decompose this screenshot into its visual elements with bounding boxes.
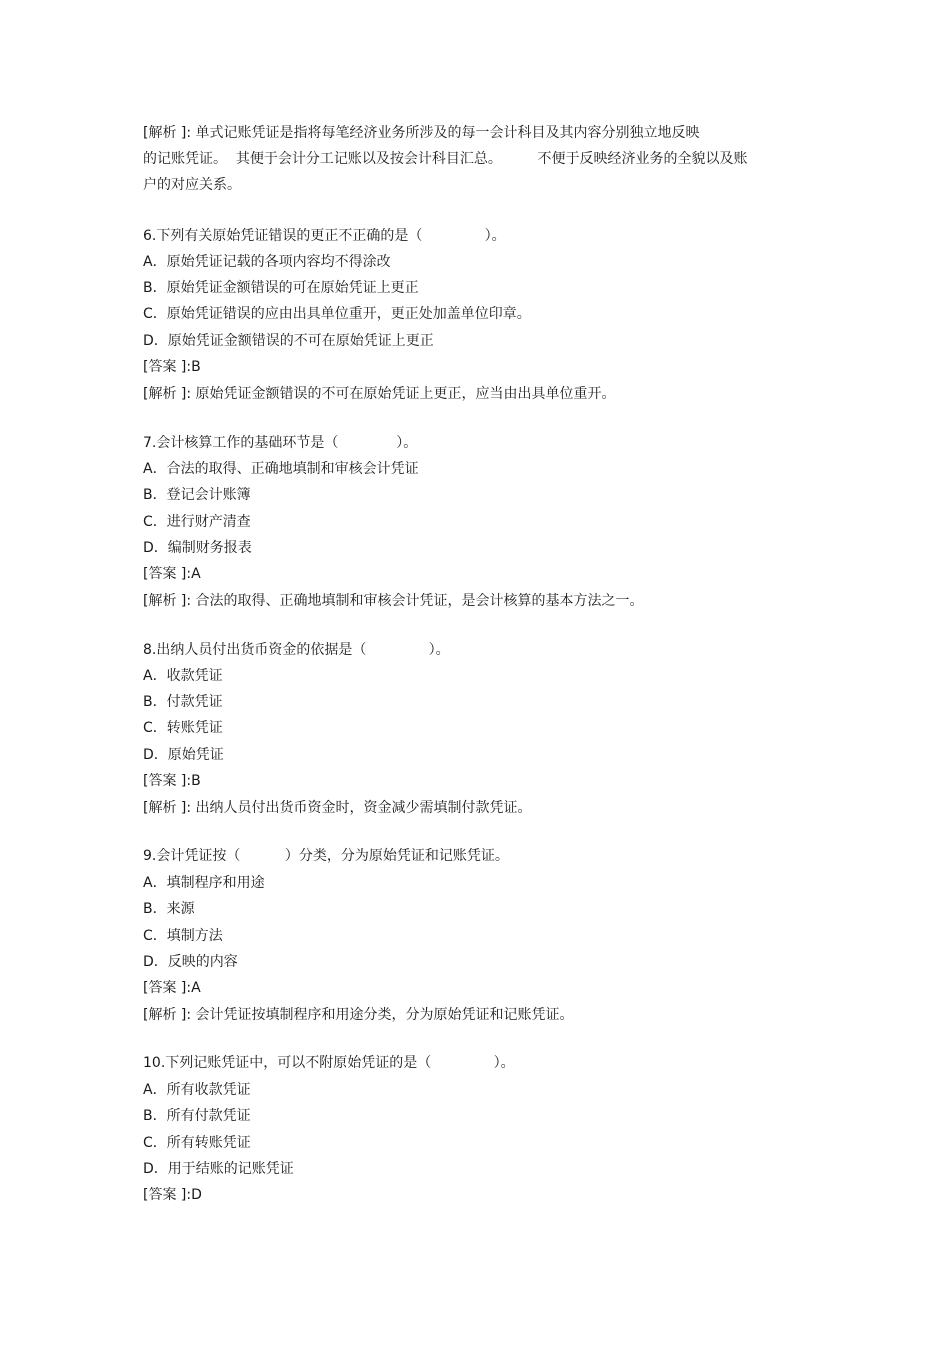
q9-answer: [答案 ]:A [143,980,201,996]
q8-option-b: B．付款凭证 [143,694,223,710]
q9-analysis: [解析 ]: 会计凭证按填制程序和用途分类，分为原始凭证和记账凭证。 [143,1007,574,1023]
q10-option-b: B．所有付款凭证 [143,1108,251,1124]
q8-answer: [答案 ]:B [143,773,201,789]
q6-answer: [答案 ]:B [143,359,201,375]
q6-option-c: C．原始凭证错误的应由出具单位重开，更正处加盖单位印章。 [143,306,531,322]
q8-option-a: A．收款凭证 [143,668,223,684]
q6-option-a: A．原始凭证记载的各项内容均不得涂改 [143,254,391,270]
q10-option-c: C．所有转账凭证 [143,1135,251,1151]
q6-option-b: B．原始凭证金额错误的可在原始凭证上更正 [143,280,419,296]
q10-question: 10.下列记账凭证中，可以不附原始凭证的是（ ）。 [143,1055,515,1071]
q10-option-a: A．所有收款凭证 [143,1082,251,1098]
q9-question: 9.会计凭证按（ ）分类，分为原始凭证和记账凭证。 [143,848,509,864]
q7-option-a: A．合法的取得、正确地填制和审核会计凭证 [143,461,419,477]
q6-option-d: D．原始凭证金额错误的不可在原始凭证上更正 [143,333,434,349]
q8-question: 8.出纳人员付出货币资金的依据是（ ）。 [143,642,450,658]
q6-analysis: [解析 ]: 原始凭证金额错误的不可在原始凭证上更正，应当由出具单位重开。 [143,386,616,402]
q7-option-c: C．进行财产清查 [143,514,251,530]
q8-option-c: C．转账凭证 [143,720,223,736]
intro-line-2: 的记账凭证。 其便于会计分工记账以及按会计科目汇总。 不便于反映经济业务的全貌以及账 [143,151,748,167]
q6-question: 6.下列有关原始凭证错误的更正不正确的是（ ）。 [143,228,506,244]
q7-answer: [答案 ]:A [143,566,201,582]
intro-line-3: 户的对应关系。 [143,177,241,193]
q7-analysis: [解析 ]: 合法的取得、正确地填制和审核会计凭证，是会计核算的基本方法之一。 [143,593,644,609]
q7-option-b: B．登记会计账簿 [143,487,251,503]
q9-option-d: D．反映的内容 [143,954,238,970]
q9-option-c: C．填制方法 [143,928,223,944]
q8-analysis: [解析 ]: 出纳人员付出货币资金时，资金减少需填制付款凭证。 [143,800,532,816]
q7-option-d: D．编制财务报表 [143,540,252,556]
q8-option-d: D．原始凭证 [143,747,224,763]
q9-option-b: B．来源 [143,901,195,917]
q10-answer: [答案 ]:D [143,1187,202,1203]
q9-option-a: A．填制程序和用途 [143,875,265,891]
q7-question: 7.会计核算工作的基础环节是（ ）。 [143,435,418,451]
q10-option-d: D．用于结账的记账凭证 [143,1161,294,1177]
intro-line-1: [解析 ]: 单式记账凭证是指将每笔经济业务所涉及的每一会计科目及其内容分别独立地反映 [143,125,700,141]
